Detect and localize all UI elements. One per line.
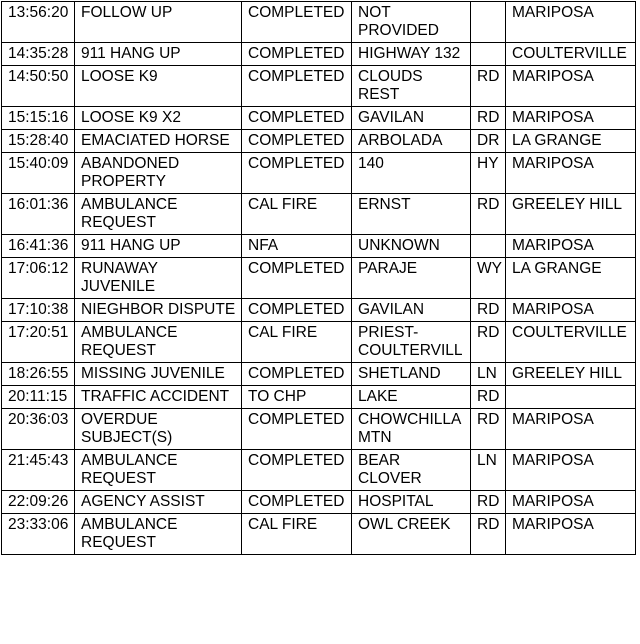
disposition-cell: COMPLETED: [242, 43, 352, 66]
call-log-table: [1, 1, 636, 555]
street-suffix-cell: RD: [471, 107, 506, 130]
city-cell: MARIPOSA: [506, 299, 636, 322]
city-cell: MARIPOSA: [506, 514, 636, 555]
incident-cell: AMBULANCE REQUEST: [75, 322, 242, 363]
disposition-cell: COMPLETED: [242, 130, 352, 153]
incident-cell: AGENCY ASSIST: [75, 491, 242, 514]
time-cell: 22:09:26: [2, 491, 75, 514]
street-suffix-cell: [471, 235, 506, 258]
disposition-cell: COMPLETED: [242, 450, 352, 491]
incident-cell: 911 HANG UP: [75, 235, 242, 258]
disposition-cell: CAL FIRE: [242, 194, 352, 235]
table-row: [2, 43, 636, 66]
street-suffix-cell: LN: [471, 450, 506, 491]
incident-cell: RUNAWAY JUVENILE: [75, 258, 242, 299]
table-row: [2, 130, 636, 153]
incident-cell: TRAFFIC ACCIDENT: [75, 386, 242, 409]
street-cell: PARAJE: [352, 258, 471, 299]
table-row: [2, 322, 636, 363]
incident-cell: EMACIATED HORSE: [75, 130, 242, 153]
table-row: [2, 258, 636, 299]
time-cell: 17:20:51: [2, 322, 75, 363]
city-cell: GREELEY HILL: [506, 363, 636, 386]
city-cell: LA GRANGE: [506, 258, 636, 299]
incident-cell: FOLLOW UP: [75, 2, 242, 43]
disposition-cell: COMPLETED: [242, 107, 352, 130]
street-suffix-cell: HY: [471, 153, 506, 194]
disposition-cell: COMPLETED: [242, 258, 352, 299]
city-cell: MARIPOSA: [506, 409, 636, 450]
table-row: [2, 491, 636, 514]
street-cell: PRIEST- COULTERVILL: [352, 322, 471, 363]
disposition-cell: NFA: [242, 235, 352, 258]
incident-cell: AMBULANCE REQUEST: [75, 194, 242, 235]
city-cell: COULTERVILLE: [506, 43, 636, 66]
table-row: [2, 386, 636, 409]
time-cell: 16:01:36: [2, 194, 75, 235]
table-row: [2, 450, 636, 491]
street-cell: NOT PROVIDED: [352, 2, 471, 43]
table-row: [2, 363, 636, 386]
street-cell: LAKE: [352, 386, 471, 409]
table-row: [2, 153, 636, 194]
street-suffix-cell: WY: [471, 258, 506, 299]
street-suffix-cell: [471, 2, 506, 43]
time-cell: 20:36:03: [2, 409, 75, 450]
street-cell: HOSPITAL: [352, 491, 471, 514]
city-cell: [506, 386, 636, 409]
city-cell: MARIPOSA: [506, 107, 636, 130]
time-cell: 15:28:40: [2, 130, 75, 153]
table-row: [2, 299, 636, 322]
street-cell: ERNST: [352, 194, 471, 235]
time-cell: 21:45:43: [2, 450, 75, 491]
table-row: [2, 409, 636, 450]
incident-cell: ABANDONED PROPERTY: [75, 153, 242, 194]
street-suffix-cell: RD: [471, 66, 506, 107]
street-cell: HIGHWAY 132: [352, 43, 471, 66]
incident-cell: LOOSE K9 X2: [75, 107, 242, 130]
street-cell: GAVILAN: [352, 299, 471, 322]
street-cell: SHETLAND: [352, 363, 471, 386]
disposition-cell: COMPLETED: [242, 299, 352, 322]
street-cell: 140: [352, 153, 471, 194]
table-row: [2, 66, 636, 107]
street-cell: OWL CREEK: [352, 514, 471, 555]
city-cell: MARIPOSA: [506, 491, 636, 514]
disposition-cell: COMPLETED: [242, 409, 352, 450]
city-cell: MARIPOSA: [506, 2, 636, 43]
incident-cell: MISSING JUVENILE: [75, 363, 242, 386]
city-cell: MARIPOSA: [506, 235, 636, 258]
incident-cell: NIEGHBOR DISPUTE: [75, 299, 242, 322]
city-cell: MARIPOSA: [506, 66, 636, 107]
street-cell: BEAR CLOVER: [352, 450, 471, 491]
time-cell: 14:35:28: [2, 43, 75, 66]
city-cell: LA GRANGE: [506, 130, 636, 153]
disposition-cell: CAL FIRE: [242, 514, 352, 555]
disposition-cell: TO CHP: [242, 386, 352, 409]
street-suffix-cell: RD: [471, 514, 506, 555]
table-row: [2, 194, 636, 235]
street-cell: GAVILAN: [352, 107, 471, 130]
table-row: [2, 235, 636, 258]
time-cell: 17:10:38: [2, 299, 75, 322]
street-suffix-cell: DR: [471, 130, 506, 153]
disposition-cell: COMPLETED: [242, 2, 352, 43]
time-cell: 18:26:55: [2, 363, 75, 386]
incident-cell: OVERDUE SUBJECT(S): [75, 409, 242, 450]
street-suffix-cell: RD: [471, 322, 506, 363]
city-cell: MARIPOSA: [506, 450, 636, 491]
street-cell: CLOUDS REST: [352, 66, 471, 107]
time-cell: 15:40:09: [2, 153, 75, 194]
time-cell: 17:06:12: [2, 258, 75, 299]
street-suffix-cell: RD: [471, 491, 506, 514]
time-cell: 14:50:50: [2, 66, 75, 107]
table-row: [2, 2, 636, 43]
disposition-cell: COMPLETED: [242, 363, 352, 386]
street-suffix-cell: [471, 43, 506, 66]
time-cell: 13:56:20: [2, 2, 75, 43]
time-cell: 20:11:15: [2, 386, 75, 409]
street-suffix-cell: RD: [471, 194, 506, 235]
street-suffix-cell: LN: [471, 363, 506, 386]
incident-cell: AMBULANCE REQUEST: [75, 450, 242, 491]
disposition-cell: COMPLETED: [242, 153, 352, 194]
time-cell: 16:41:36: [2, 235, 75, 258]
time-cell: 23:33:06: [2, 514, 75, 555]
city-cell: COULTERVILLE: [506, 322, 636, 363]
street-cell: UNKNOWN: [352, 235, 471, 258]
disposition-cell: CAL FIRE: [242, 322, 352, 363]
city-cell: MARIPOSA: [506, 153, 636, 194]
table-row: [2, 107, 636, 130]
call-log-body: [2, 2, 636, 555]
incident-cell: 911 HANG UP: [75, 43, 242, 66]
disposition-cell: COMPLETED: [242, 66, 352, 107]
street-suffix-cell: RD: [471, 409, 506, 450]
table-row: [2, 514, 636, 555]
incident-cell: AMBULANCE REQUEST: [75, 514, 242, 555]
street-cell: ARBOLADA: [352, 130, 471, 153]
time-cell: 15:15:16: [2, 107, 75, 130]
street-suffix-cell: RD: [471, 386, 506, 409]
incident-cell: LOOSE K9: [75, 66, 242, 107]
street-cell: CHOWCHILLA MTN: [352, 409, 471, 450]
street-suffix-cell: RD: [471, 299, 506, 322]
disposition-cell: COMPLETED: [242, 491, 352, 514]
city-cell: GREELEY HILL: [506, 194, 636, 235]
